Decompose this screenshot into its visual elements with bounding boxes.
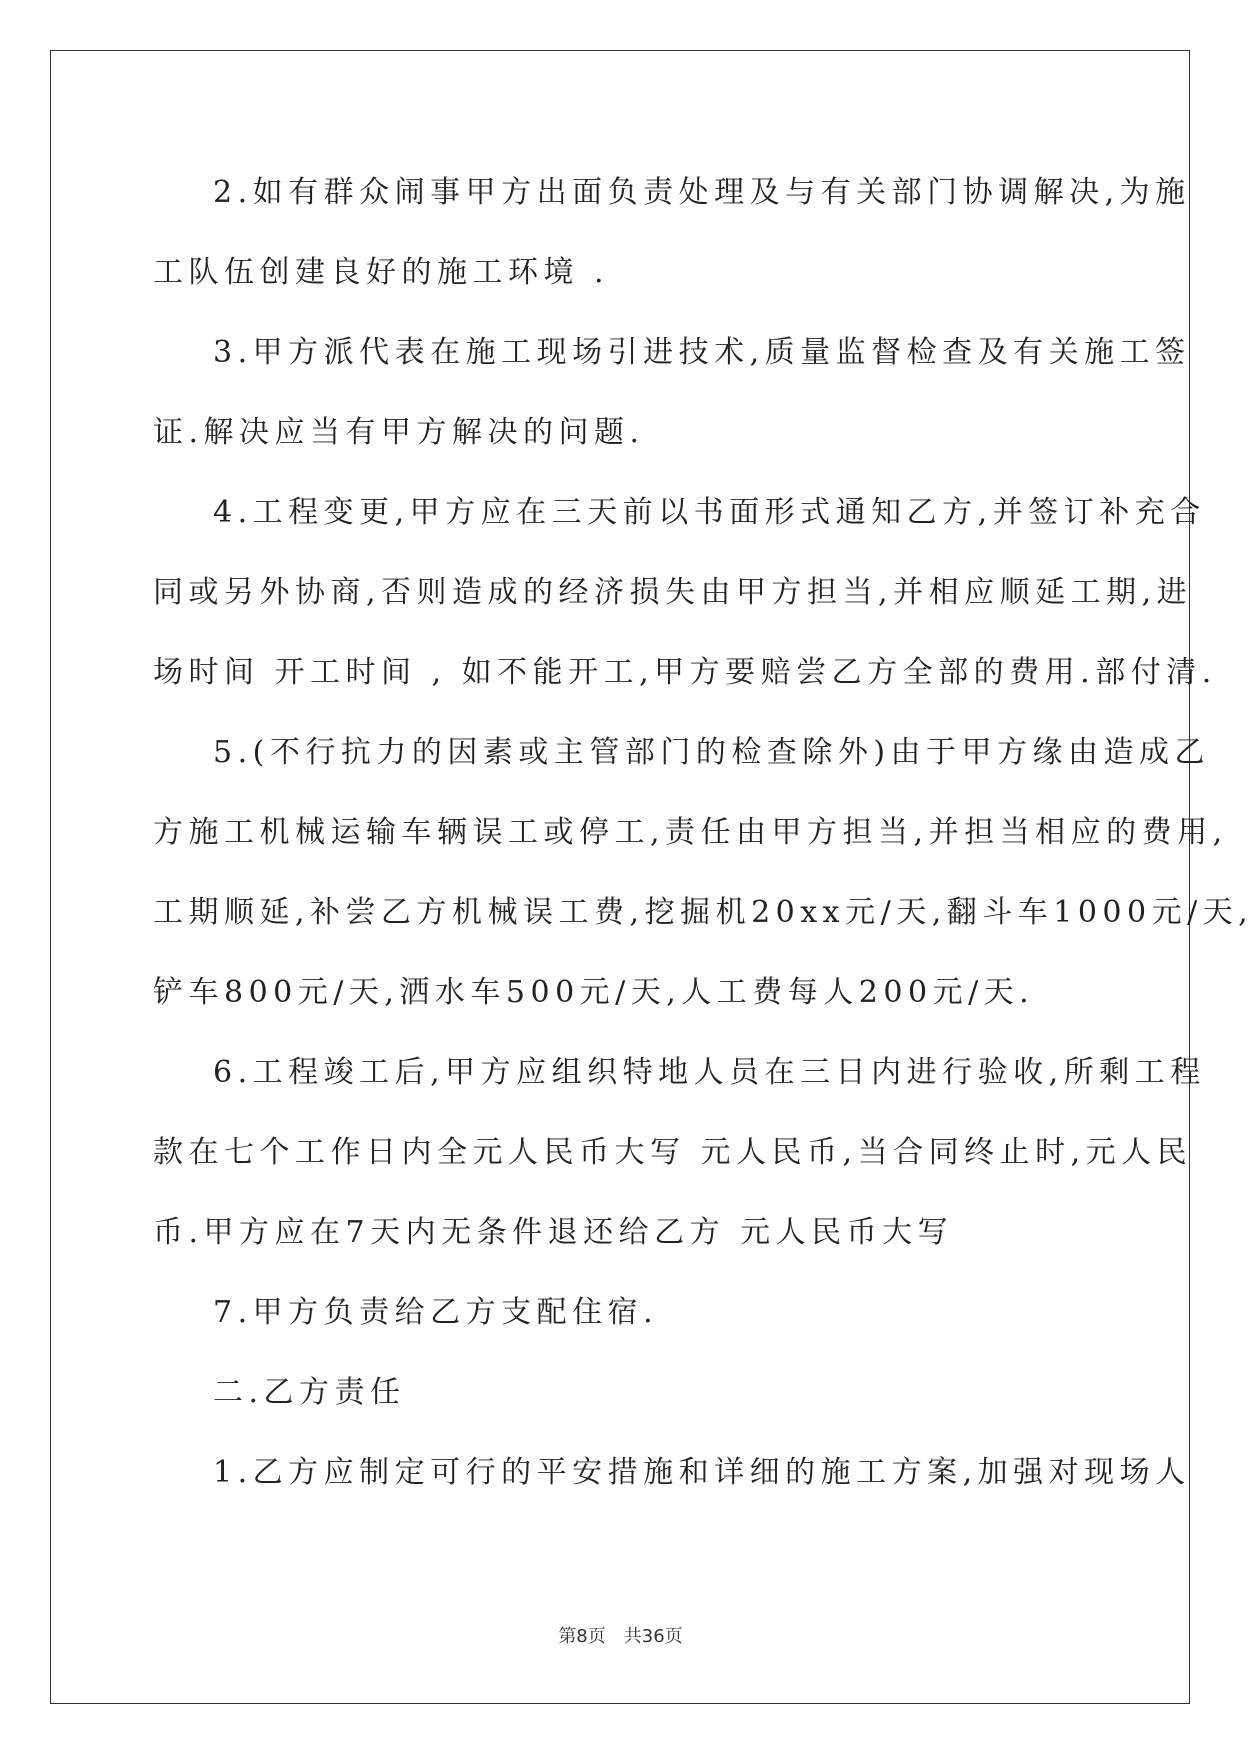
paragraph-line: 同或另外协商,否则造成的经济损失由甲方担当,并相应顺延工期,进 [153, 575, 1193, 610]
paragraph-line: 3.甲方派代表在施工现场引进技术,质量监督检查及有关施工签 [213, 335, 1191, 370]
paragraph-line: 币.甲方应在7天内无条件退还给乙方 元人民币大写 [153, 1215, 954, 1250]
paragraph-line: 2.如有群众闹事甲方出面负责处理及与有关部门协调解决,为施 [213, 175, 1191, 210]
paragraph-line: 4.工程变更,甲方应在三天前以书面形式通知乙方,并签订补充合 [213, 495, 1206, 530]
paragraph-line: 工队伍创建良好的施工环境 . [153, 255, 610, 290]
page-footer [0, 1622, 1241, 1648]
page-total: 共36页 [623, 1626, 683, 1647]
paragraph-line: 场时间 开工时间 , 如不能开工,甲方要赔尝乙方全部的费用.部付清. [153, 655, 1217, 690]
paragraph-line: 方施工机械运输车辆误工或停工,责任由甲方担当,并担当相应的费用, [153, 815, 1228, 850]
page-number: 第8页 [558, 1626, 606, 1647]
paragraph-line: 1.乙方应制定可行的平安措施和详细的施工方案,加强对现场人 [213, 1455, 1191, 1490]
paragraph-line: 5.(不行抗力的因素或主管部门的检查除外)由于甲方缘由造成乙 [213, 735, 1211, 770]
paragraph-line: 6.工程竣工后,甲方应组织特地人员在三日内进行验收,所剩工程 [213, 1055, 1206, 1090]
paragraph-line: 款在七个工作日内全元人民币大写 元人民币,当合同终止时,元人民 [153, 1135, 1193, 1170]
paragraph-line: 工期顺延,补尝乙方机械误工费,挖掘机20xx元/天,翻斗车1000元/天, [153, 895, 1253, 930]
paragraph-line: 7.甲方负责给乙方支配住宿. [213, 1295, 659, 1330]
section-heading: 二.乙方责任 [213, 1375, 406, 1410]
paragraph-line: 证.解决应当有甲方解决的问题. [153, 415, 645, 450]
document-body [153, 163, 1253, 1523]
paragraph-line: 铲车800元/天,洒水车500元/天,人工费每人200元/天. [153, 975, 1035, 1010]
